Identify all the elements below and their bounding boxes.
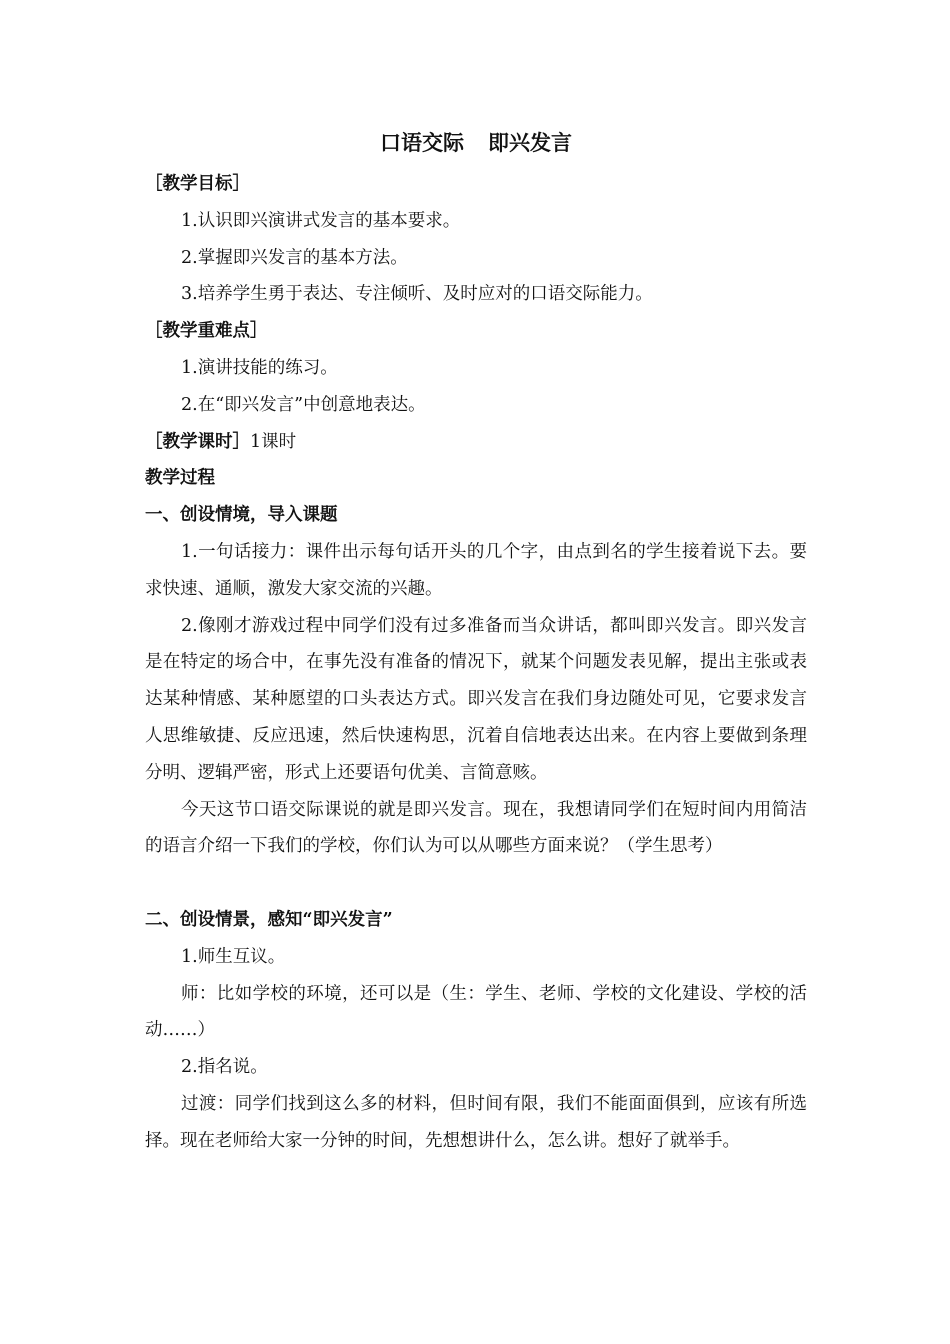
key-point-item-1: 1.演讲技能的练习。 [181, 357, 338, 378]
class-hours-value: 1课时 [250, 431, 297, 452]
blank-line [145, 865, 807, 902]
goal-item-1: 1.认识即兴演讲式发言的基本要求。 [181, 210, 461, 231]
section-1-paragraph-3: 今天这节口语交际课说的就是即兴发言。现在，我想请同学们在短时间内用简洁的语言介绍一下我们的学校，你们认为可以从哪些方面来说？（学生思考） [145, 799, 807, 857]
section-1-paragraph-2: 2.像刚才游戏过程中同学们没有过多准备而当众讲话，都叫即兴发言。即兴发言是在特定的场合中，在事先没有准备的情况下，就某个问题发表见解，提出主张或表达某种情感、某种愿望的口头表达方式。即兴发言在我们身边随处可见，它要求发言人思维敏捷、反应迅速，然后快速构思，沉着自信地表达出来。在内容上要做到条理分明、逻辑严密，形式上还要语句优美、言简意赅。 [145, 615, 807, 783]
goals-heading: ［教学目标］ [145, 174, 250, 194]
section-1-heading: 一、创设情境，导入课题 [145, 505, 338, 526]
section-2-paragraph-2: 师：比如学校的环境，还可以是（生：学生、老师、学校的文化建设、学校的活动……） [145, 983, 807, 1041]
goal-item-3: 3.培养学生勇于表达、专注倾听、及时应对的口语交际能力。 [181, 284, 653, 305]
process-heading: 教学过程 [145, 468, 215, 489]
key-point-item-2: 2.在“即兴发言”中创意地表达。 [181, 394, 426, 415]
goal-item-2: 2.掌握即兴发言的基本方法。 [181, 247, 408, 268]
title-part-1: 口语交际 [380, 130, 464, 155]
class-hours-line [145, 424, 807, 461]
section-2-paragraph-1: 1.师生互议。 [181, 946, 286, 967]
class-hours-heading: ［教学课时］ [145, 431, 250, 452]
section-2-heading: 二、创设情景，感知“即兴发言” [145, 909, 393, 930]
section-2-paragraph-3: 2.指名说。 [181, 1057, 268, 1078]
document-page [145, 120, 807, 1160]
section-1-paragraph-1: 1.一句话接力：课件出示每句话开头的几个字，由点到名的学生接着说下去。要求快速、通顺，激发大家交流的兴趣。 [145, 541, 807, 599]
key-points-heading: ［教学重难点］ [145, 321, 268, 342]
title-part-2: 即兴发言 [488, 130, 572, 155]
section-2-paragraph-4: 过渡：同学们找到这么多的材料，但时间有限，我们不能面面俱到，应该有所选择。现在老师给大家一分钟的时间，先想想讲什么，怎么讲。想好了就举手。 [145, 1093, 807, 1151]
document-title [145, 120, 807, 166]
